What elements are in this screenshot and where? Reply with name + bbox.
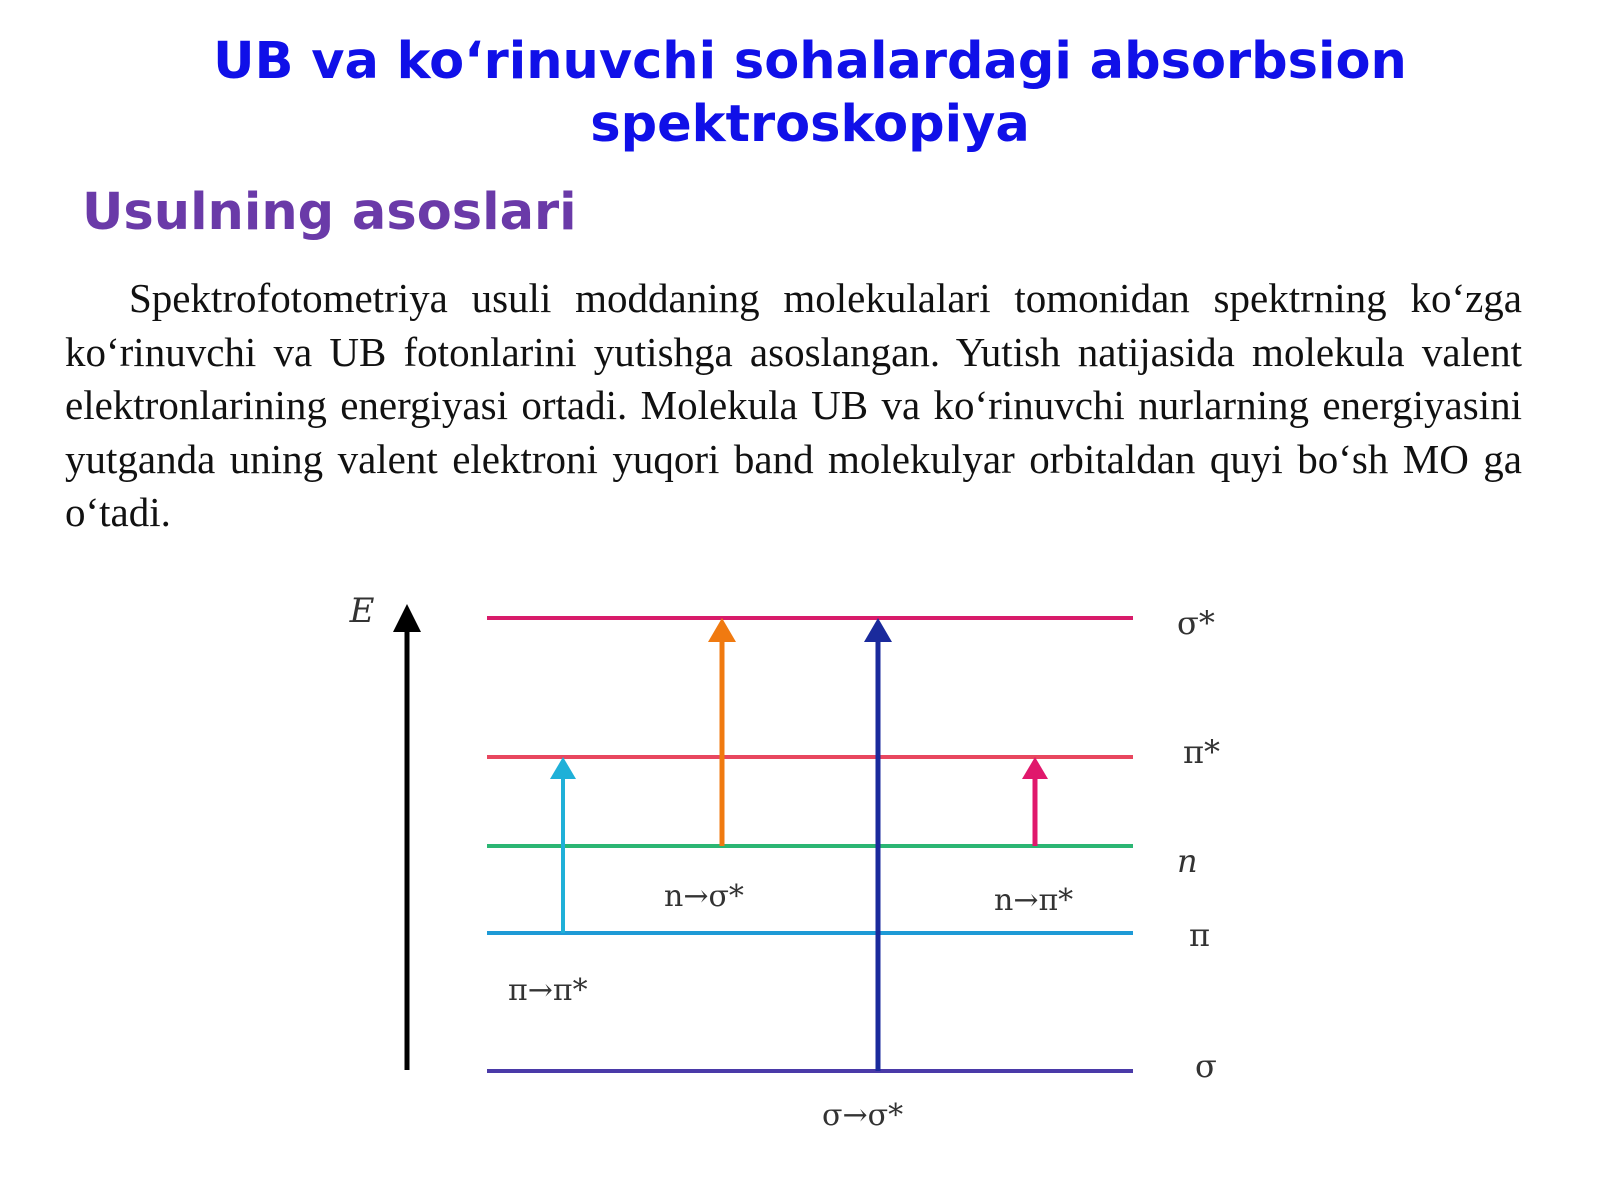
transition-n-sigma-star-arrowhead [708,618,736,642]
level-pi-star-label: π* [1183,733,1221,771]
body-paragraph: Spektrofotometriya usuli moddaning molekulalari tomonidan spektrning koʻzga koʻrinuvchi va UB fotonlarini yutishga asoslangan. Yutish natijasida molekula valent elektronlarining energiyasi ortadi. Molekula UB va koʻrinuvchi nurlarning energiyasini yutganda uning valent elektroni yuqori band molekulyar orbitaldan quyi boʻsh MO ga oʻtadi. [65,275,1522,535]
energy-axis-label: E [349,591,375,631]
transition-n-sigma-star-label: n→σ* [664,879,744,914]
transition-pi-pi-star-arrowhead [550,757,576,779]
section-heading: Usulning asoslari [82,183,577,242]
transition-sigma-sigma-star-arrowhead [864,618,892,642]
slide-title-line-2: spektroskopiya [590,95,1030,154]
slide-title-line-1: UB va koʻrinuvchi sohalardagi absorbsion [213,32,1407,91]
energy-axis-arrowhead [393,604,421,632]
transition-pi-pi-star-label: π→π* [508,973,588,1008]
level-n-label: n [1177,842,1198,880]
transition-sigma-sigma-star-label: σ→σ* [822,1098,904,1133]
transition-n-pi-star-arrowhead [1022,757,1048,779]
level-sigma-star-label: σ* [1177,604,1215,642]
level-pi-label: π [1189,916,1211,954]
energy-axis [349,591,421,1070]
energy-levels [487,604,1220,1085]
level-sigma-label: σ [1195,1047,1217,1085]
transition-n-pi-star-label: n→π* [994,883,1074,918]
transitions [508,618,1073,1133]
